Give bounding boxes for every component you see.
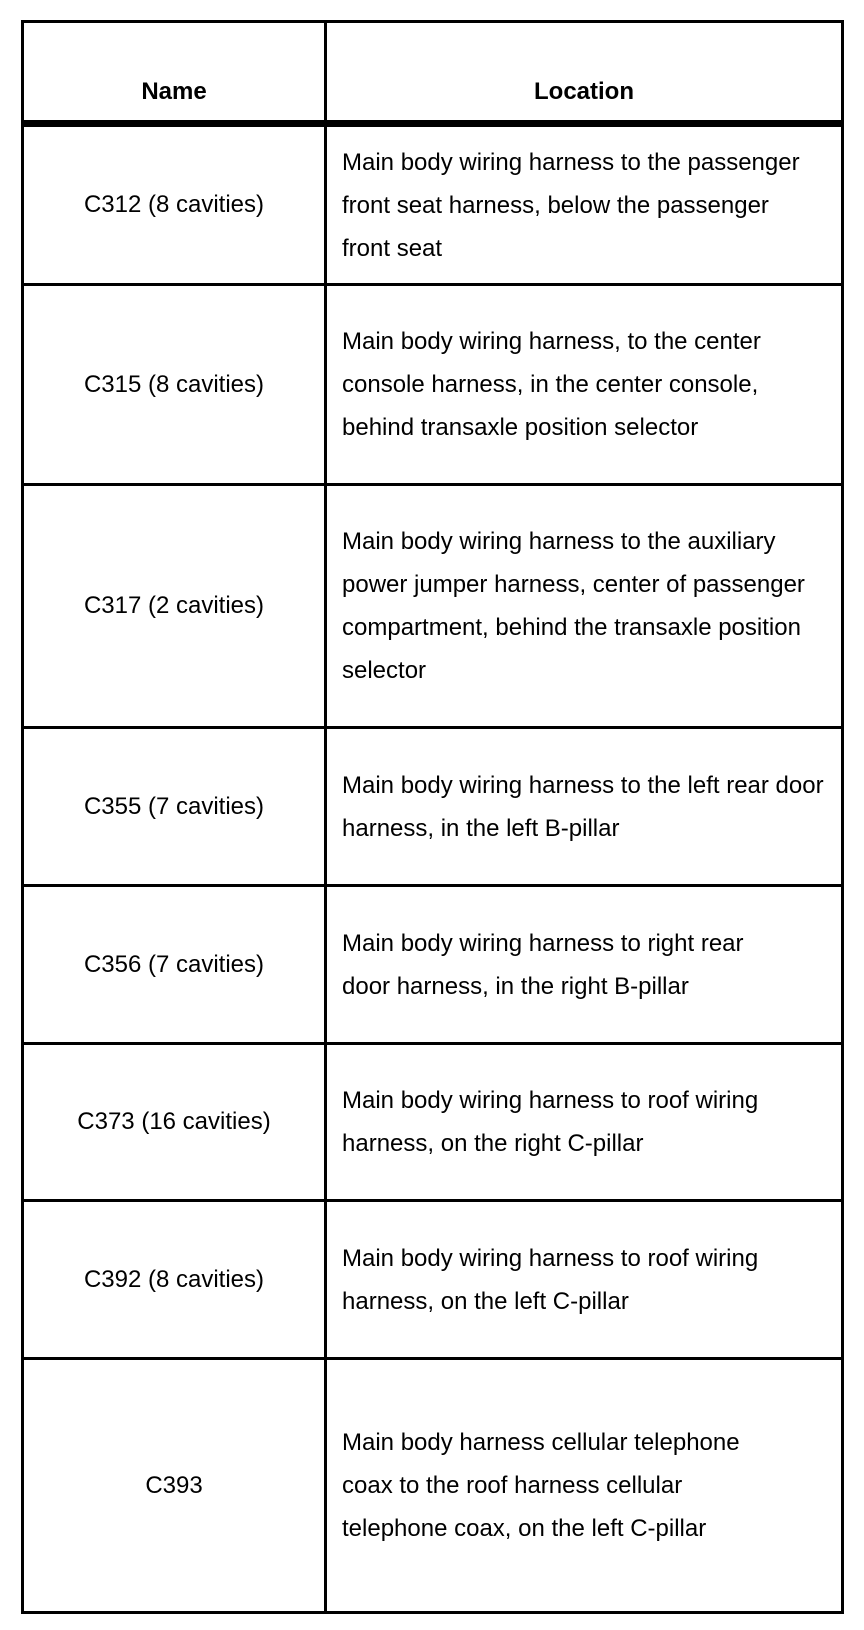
connector-name: C373 (16 cavities) [24, 1045, 327, 1199]
table-row [24, 486, 841, 729]
column-header-name: Name [24, 23, 327, 120]
connector-name: C355 (7 cavities) [24, 729, 327, 884]
connector-table [21, 20, 844, 1614]
table-row [24, 127, 841, 286]
connector-location: Main body wiring harness to the passenger front seat harness, below the passenger front seat [342, 148, 800, 262]
connector-name: C312 (8 cavities) [24, 127, 327, 283]
table-row [24, 1202, 841, 1360]
connector-name: C393 [24, 1360, 327, 1611]
connector-location: Main body wiring harness to the auxiliary power jumper harness, center of passenger compartment, behind the transaxle position selector [342, 528, 805, 684]
column-header-location: Location [534, 78, 634, 105]
connector-location: Main body wiring harness, to the center console harness, in the center console, behind transaxle position selector [342, 328, 761, 441]
table-row [24, 729, 841, 887]
table-row [24, 1360, 841, 1611]
connector-location: Main body wiring harness to roof wiring harness, on the left C-pillar [342, 1244, 759, 1315]
connector-location: Main body wiring harness to roof wiring harness, on the right C-pillar [342, 1087, 759, 1157]
table-row [24, 1045, 841, 1202]
connector-name: C315 (8 cavities) [24, 286, 327, 483]
connector-name: C356 (7 cavities) [24, 887, 327, 1042]
table-row [24, 286, 841, 486]
connector-location: Main body harness cellular telephone coax to the roof harness cellular telephone coax, on the left C-pillar [342, 1429, 740, 1542]
connector-location: Main body wiring harness to right rear door harness, in the right B-pillar [342, 929, 744, 1000]
connector-name: C392 (8 cavities) [24, 1202, 327, 1357]
table-row [24, 887, 841, 1045]
connector-location: Main body wiring harness to the left rear door harness, in the left B-pillar [342, 771, 824, 842]
table-header-row [24, 23, 841, 127]
connector-name: C317 (2 cavities) [24, 486, 327, 726]
